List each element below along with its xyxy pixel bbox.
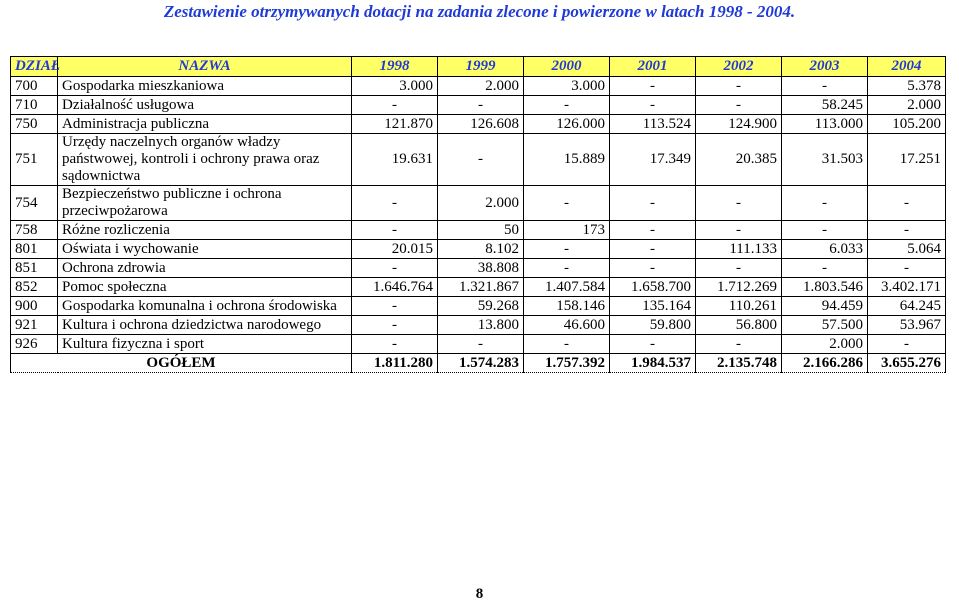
row-value: 1.658.700: [610, 278, 696, 297]
row-value: 59.800: [610, 316, 696, 335]
row-value: 59.268: [438, 297, 524, 316]
row-dzial: 926: [11, 335, 58, 354]
row-value: -: [352, 335, 438, 354]
row-value: -: [352, 96, 438, 115]
row-value: 2.000: [438, 186, 524, 221]
header-year: 2002: [696, 57, 782, 77]
table-row: [11, 240, 946, 259]
row-nazwa: Kultura i ochrona dziedzictwa narodowego: [58, 316, 352, 335]
row-value: -: [524, 96, 610, 115]
row-value: -: [782, 77, 868, 96]
table-row: [11, 134, 946, 186]
row-value: 111.133: [696, 240, 782, 259]
row-value: 3.402.171: [868, 278, 946, 297]
row-value: -: [696, 186, 782, 221]
row-value: -: [524, 186, 610, 221]
row-value: 105.200: [868, 115, 946, 134]
table-row: [11, 316, 946, 335]
total-value: 1.811.280: [352, 354, 438, 373]
row-dzial: 751: [11, 134, 58, 186]
header-year: 2001: [610, 57, 696, 77]
row-value: 2.000: [868, 96, 946, 115]
row-value: -: [696, 259, 782, 278]
row-value: -: [438, 96, 524, 115]
row-value: -: [610, 77, 696, 96]
row-value: -: [352, 297, 438, 316]
row-value: 50: [438, 221, 524, 240]
row-nazwa: Różne rozliczenia: [58, 221, 352, 240]
row-value: 1.712.269: [696, 278, 782, 297]
total-value: 2.135.748: [696, 354, 782, 373]
row-value: -: [438, 134, 524, 186]
row-value: 5.064: [868, 240, 946, 259]
row-value: 58.245: [782, 96, 868, 115]
row-value: -: [610, 186, 696, 221]
row-value: 124.900: [696, 115, 782, 134]
row-value: 20.015: [352, 240, 438, 259]
row-value: -: [524, 259, 610, 278]
row-nazwa: Administracja publiczna: [58, 115, 352, 134]
row-nazwa: Pomoc społeczna: [58, 278, 352, 297]
row-value: 17.349: [610, 134, 696, 186]
header-dzial: DZIAŁ: [11, 57, 58, 77]
row-value: 53.967: [868, 316, 946, 335]
row-dzial: 852: [11, 278, 58, 297]
row-value: -: [868, 335, 946, 354]
row-nazwa: Ochrona zdrowia: [58, 259, 352, 278]
total-value: 3.655.276: [868, 354, 946, 373]
row-value: -: [696, 335, 782, 354]
row-value: 17.251: [868, 134, 946, 186]
row-value: -: [352, 186, 438, 221]
row-nazwa: Gospodarka komunalna i ochrona środowiska: [58, 297, 352, 316]
row-value: -: [696, 221, 782, 240]
table-row: [11, 297, 946, 316]
row-value: 135.164: [610, 297, 696, 316]
row-dzial: 900: [11, 297, 58, 316]
row-value: -: [610, 240, 696, 259]
row-value: 64.245: [868, 297, 946, 316]
table-row: [11, 96, 946, 115]
table-row: [11, 77, 946, 96]
row-value: 158.146: [524, 297, 610, 316]
row-value: 46.600: [524, 316, 610, 335]
page-title: Zestawienie otrzymywanych dotacji na zadania zlecone i powierzone w latach 1998 - 2004.: [163, 2, 796, 21]
total-label: OGÓŁEM: [11, 354, 352, 373]
row-value: 15.889: [524, 134, 610, 186]
row-value: -: [610, 96, 696, 115]
row-value: -: [868, 259, 946, 278]
table-row: [11, 115, 946, 134]
row-value: -: [352, 221, 438, 240]
row-value: -: [782, 186, 868, 221]
row-value: 2.000: [438, 77, 524, 96]
row-value: 57.500: [782, 316, 868, 335]
row-dzial: 801: [11, 240, 58, 259]
row-value: 110.261: [696, 297, 782, 316]
row-value: 1.803.546: [782, 278, 868, 297]
row-value: 8.102: [438, 240, 524, 259]
row-value: 2.000: [782, 335, 868, 354]
row-nazwa: Kultura fizyczna i sport: [58, 335, 352, 354]
row-value: -: [782, 259, 868, 278]
row-value: 5.378: [868, 77, 946, 96]
row-value: -: [524, 240, 610, 259]
row-value: -: [438, 335, 524, 354]
header-row: [11, 57, 946, 77]
row-value: 94.459: [782, 297, 868, 316]
row-value: 173: [524, 221, 610, 240]
row-dzial: 750: [11, 115, 58, 134]
row-value: 121.870: [352, 115, 438, 134]
row-value: 3.000: [524, 77, 610, 96]
page-number: 8: [475, 586, 484, 602]
row-value: 13.800: [438, 316, 524, 335]
row-dzial: 710: [11, 96, 58, 115]
header-year: 2003: [782, 57, 868, 77]
header-year: 1998: [352, 57, 438, 77]
total-value: 2.166.286: [782, 354, 868, 373]
row-value: 1.407.584: [524, 278, 610, 297]
row-value: 20.385: [696, 134, 782, 186]
row-value: 56.800: [696, 316, 782, 335]
row-value: 126.000: [524, 115, 610, 134]
row-dzial: 921: [11, 316, 58, 335]
row-value: -: [524, 335, 610, 354]
table-row: [11, 259, 946, 278]
table-row: [11, 221, 946, 240]
table-row: [11, 335, 946, 354]
header-year: 2000: [524, 57, 610, 77]
row-nazwa: Bezpieczeństwo publiczne i ochrona przeciwpożarowa: [58, 186, 352, 221]
row-value: -: [696, 96, 782, 115]
grants-table: [10, 56, 946, 373]
header-year: 1999: [438, 57, 524, 77]
row-dzial: 754: [11, 186, 58, 221]
row-dzial: 851: [11, 259, 58, 278]
row-value: -: [782, 221, 868, 240]
row-value: 38.808: [438, 259, 524, 278]
row-value: -: [610, 221, 696, 240]
header-nazwa: NAZWA: [58, 57, 352, 77]
table-row: [11, 186, 946, 221]
row-value: 126.608: [438, 115, 524, 134]
row-dzial: 758: [11, 221, 58, 240]
total-row: [11, 354, 946, 373]
row-nazwa: Gospodarka mieszkaniowa: [58, 77, 352, 96]
row-value: 6.033: [782, 240, 868, 259]
row-nazwa: Urzędy naczelnych organów władzy państwowej, kontroli i ochrony prawa oraz sądownictwa: [58, 134, 352, 186]
row-value: -: [610, 335, 696, 354]
row-nazwa: Oświata i wychowanie: [58, 240, 352, 259]
header-year: 2004: [868, 57, 946, 77]
row-value: 113.000: [782, 115, 868, 134]
row-value: 19.631: [352, 134, 438, 186]
row-value: -: [352, 259, 438, 278]
row-value: -: [610, 259, 696, 278]
row-value: 1.646.764: [352, 278, 438, 297]
row-nazwa: Działalność usługowa: [58, 96, 352, 115]
row-value: 31.503: [782, 134, 868, 186]
row-value: 3.000: [352, 77, 438, 96]
row-value: 1.321.867: [438, 278, 524, 297]
row-value: -: [868, 221, 946, 240]
row-value: -: [352, 316, 438, 335]
table-row: [11, 278, 946, 297]
row-value: -: [696, 77, 782, 96]
total-value: 1.574.283: [438, 354, 524, 373]
row-value: 113.524: [610, 115, 696, 134]
row-value: -: [868, 186, 946, 221]
total-value: 1.757.392: [524, 354, 610, 373]
total-value: 1.984.537: [610, 354, 696, 373]
row-dzial: 700: [11, 77, 58, 96]
